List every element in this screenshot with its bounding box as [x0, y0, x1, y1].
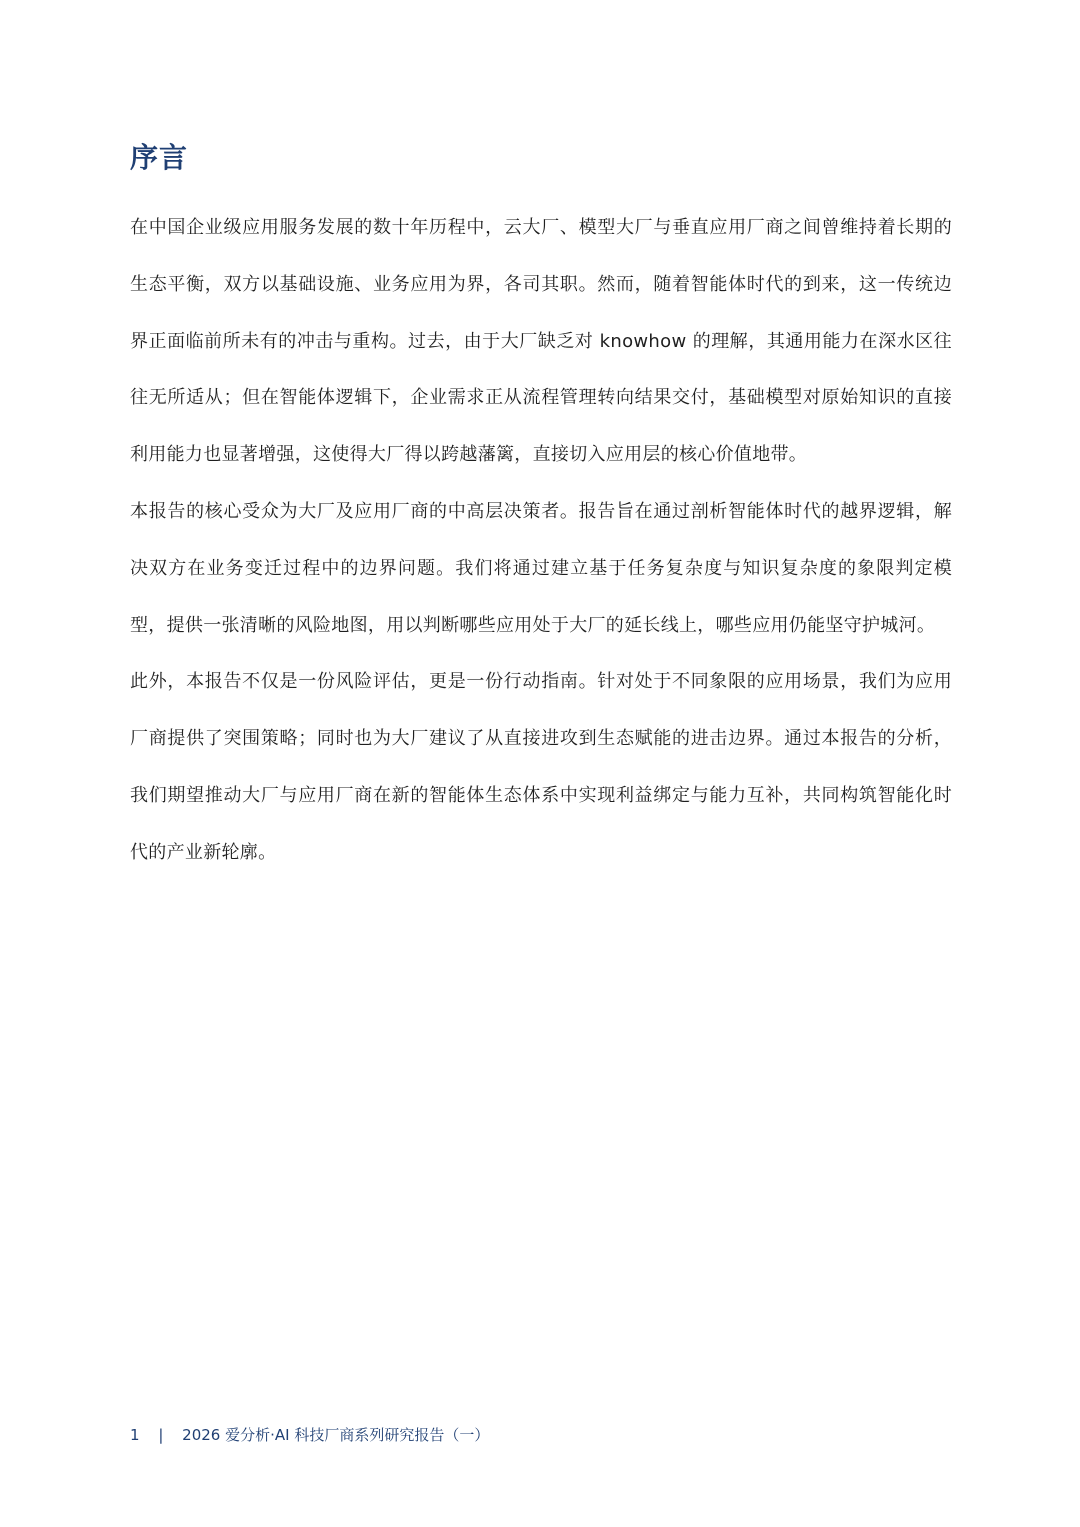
page-footer: [130, 1421, 489, 1449]
page-number: 1: [130, 1426, 140, 1444]
footer-separator: |: [158, 1426, 164, 1444]
page-title: 序言: [130, 141, 189, 174]
report-title: 2026 爱分析·AI 科技厂商系列研究报告（一）: [182, 1426, 490, 1444]
body-text: [130, 200, 952, 882]
paragraph: 在中国企业级应用服务发展的数十年历程中，云大厂、模型大厂与垂直应用厂商之间曾维持着长期的生态平衡，双方以基础设施、业务应用为界，各司其职。然而，随着智能体时代的到来，这一传统边界正面临前所未有的冲击与重构。过去，由于大厂缺乏对 knowhow 的理解，其通用能力在深水区往往无所适从；但在智能体逻辑下，企业需求正从流程管理转向结果交付，基础模型对原始知识的直接利用能力也显著增强，这使得大厂得以跨越藩篱，直接切入应用层的核心价值地带。: [130, 217, 952, 466]
paragraph: 本报告的核心受众为大厂及应用厂商的中高层决策者。报告旨在通过剖析智能体时代的越界逻辑，解决双方在业务变迁过程中的边界问题。我们将通过建立基于任务复杂度与知识复杂度的象限判定模型，提供一张清晰的风险地图，用以判断哪些应用处于大厂的延长线上，哪些应用仍能坚守护城河。: [130, 500, 952, 636]
paragraph: 此外，本报告不仅是一份风险评估，更是一份行动指南。针对处于不同象限的应用场景，我们为应用厂商提供了突围策略；同时也为大厂建议了从直接进攻到生态赋能的进击边界。通过本报告的分析，我们期望推动大厂与应用厂商在新的智能体生态体系中实现利益绑定与能力互补，共同构筑智能化时代的产业新轮廓。: [130, 671, 952, 863]
